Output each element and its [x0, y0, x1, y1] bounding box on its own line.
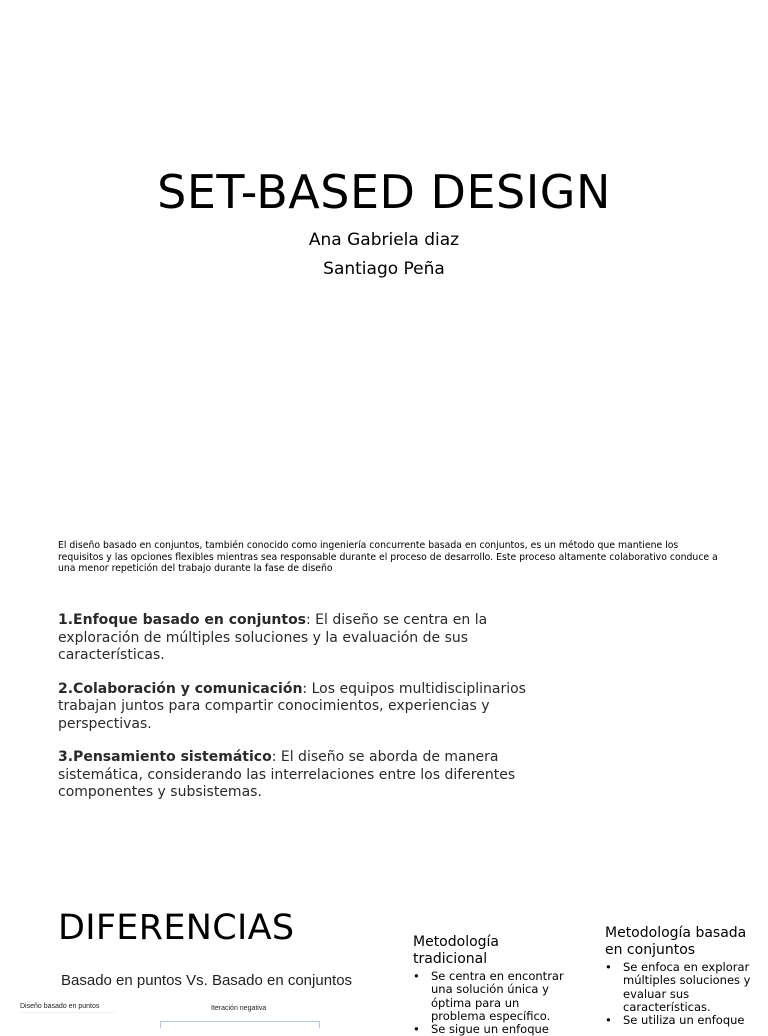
diagram-label: Iteración negativa: [211, 1005, 267, 1012]
section-subtitle: Basado en puntos Vs. Basado en conjuntos: [61, 972, 353, 989]
bullet-list: [605, 961, 755, 1027]
column-title: Metodología tradicional: [413, 934, 500, 967]
point-item: [58, 612, 558, 665]
list-item: • Se utiliza un enfoque: [605, 1014, 755, 1027]
page-title: SET-BASED DESIGN: [157, 165, 611, 219]
diagram-box: [160, 1021, 320, 1028]
column-title: Metodología basada en conjuntos: [605, 925, 747, 958]
point-text: : El diseño se centra en la exploración de múltiples soluciones y la evaluación de sus características.: [58, 612, 488, 663]
section-heading: DIFERENCIAS: [58, 908, 295, 948]
comparison-column-traditional: [413, 934, 573, 1036]
intro-paragraph: El diseño basado en conjuntos, también conocido como ingeniería concurrente basada en conjuntos, es un método que mantiene los requisitos y las opciones flexibles mientras sea responsable durante el proceso de desarrollo. Este proceso altamente colaborativo conduce a una menor repetición del trabajo durante la fase de diseño: [58, 540, 718, 574]
point-label: 3.Pensamiento sistemático: [58, 749, 272, 765]
author-name: Santiago Peña: [323, 259, 445, 279]
list-item: • Se centra en encontrar una solución única y óptima para un problema específico.: [413, 970, 573, 1023]
list-item: • Se sigue un enfoque: [413, 1023, 573, 1036]
point-label: 1.Enfoque basado en conjuntos: [58, 612, 307, 628]
divider: [20, 1012, 115, 1013]
bullet-list: [413, 970, 573, 1036]
comparison-column-set-based: [605, 925, 755, 1027]
point-text: : Los equipos multidisciplinarios trabajan juntos para compartir conocimientos, experiencias y perspectivas.: [58, 680, 526, 732]
point-item: [58, 681, 558, 734]
point-item: [58, 749, 558, 802]
author-name: Ana Gabriela diaz: [308, 230, 460, 250]
list-item: • Se enfoca en explorar múltiples soluciones y evaluar sus características.: [605, 961, 755, 1014]
points-list: [58, 612, 558, 818]
point-text: : El diseño se aborda de manera sistemática, considerando las interrelaciones entre los diferentes componentes y subsistemas.: [58, 749, 516, 800]
diagram-label: Diseño basado en puntos: [20, 1003, 100, 1010]
point-label: 2.Colaboración y comunicación: [58, 680, 303, 697]
